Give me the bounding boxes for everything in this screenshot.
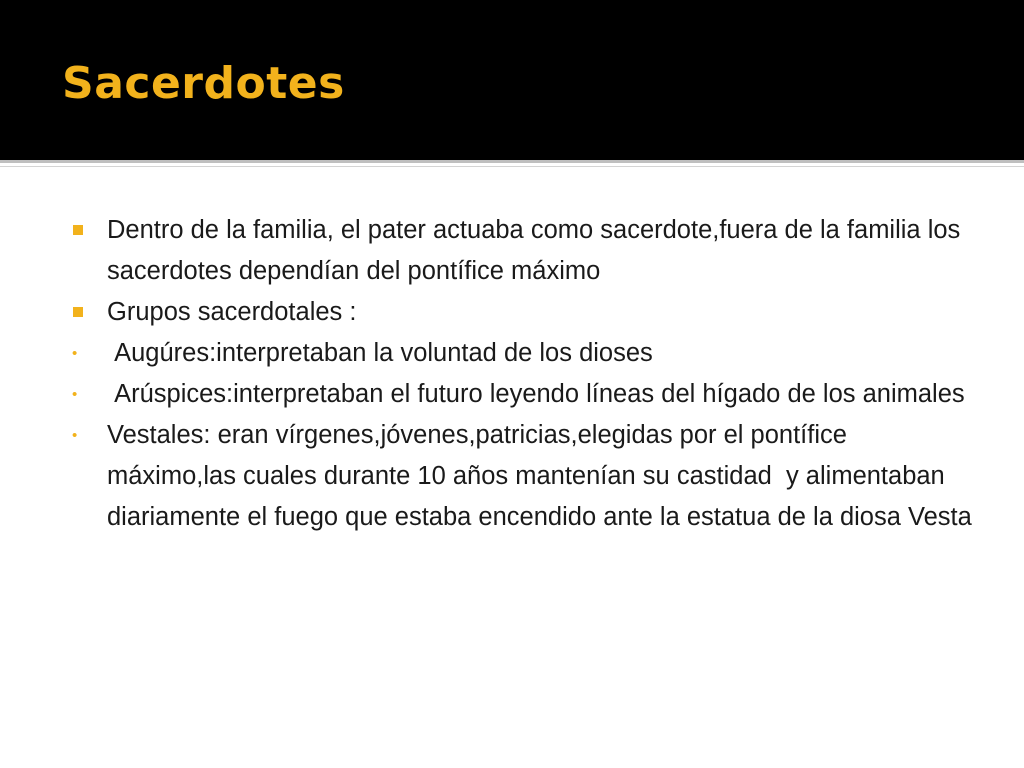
bullet-item-grupos-sacerdotales [72,292,972,333]
dot-bullet-icon: • [72,386,78,403]
title-bar [0,0,1024,160]
dot-bullet-icon: • [72,427,78,444]
bullet-list [72,210,972,538]
bullet-text: Grupos sacerdotales : [107,298,357,326]
bullet-item-aruspices [72,374,972,415]
square-bullet-icon [72,210,107,251]
slide-title: Sacerdotes [62,58,345,109]
bullet-item-vestales [72,415,972,538]
dot-bullet-icon: • [72,345,78,362]
bullet-item-augures [72,333,972,374]
square-bullet-icon [72,292,107,333]
bullet-text: Augúres:interpretaban la voluntad de los dioses [107,339,653,367]
bullet-text: Arúspices:interpretaban el futuro leyendo líneas del hígado de los animales [107,380,965,408]
bullet-text: Dentro de la familia, el pater actuaba como sacerdote,fuera de la familia los sacerdotes dependían del pontífice máximo [107,216,961,285]
title-divider-thin [0,166,1024,167]
bullet-item-dentro-familia [72,210,972,292]
title-divider [0,160,1024,163]
bullet-text: Vestales: eran vírgenes,jóvenes,patricias,elegidas por el pontífice máximo,las cuales durante 10 años mantenían su castidad y alimentaban diariamente el fuego que estaba encendido ante la estatua de la diosa Vesta [107,421,972,531]
